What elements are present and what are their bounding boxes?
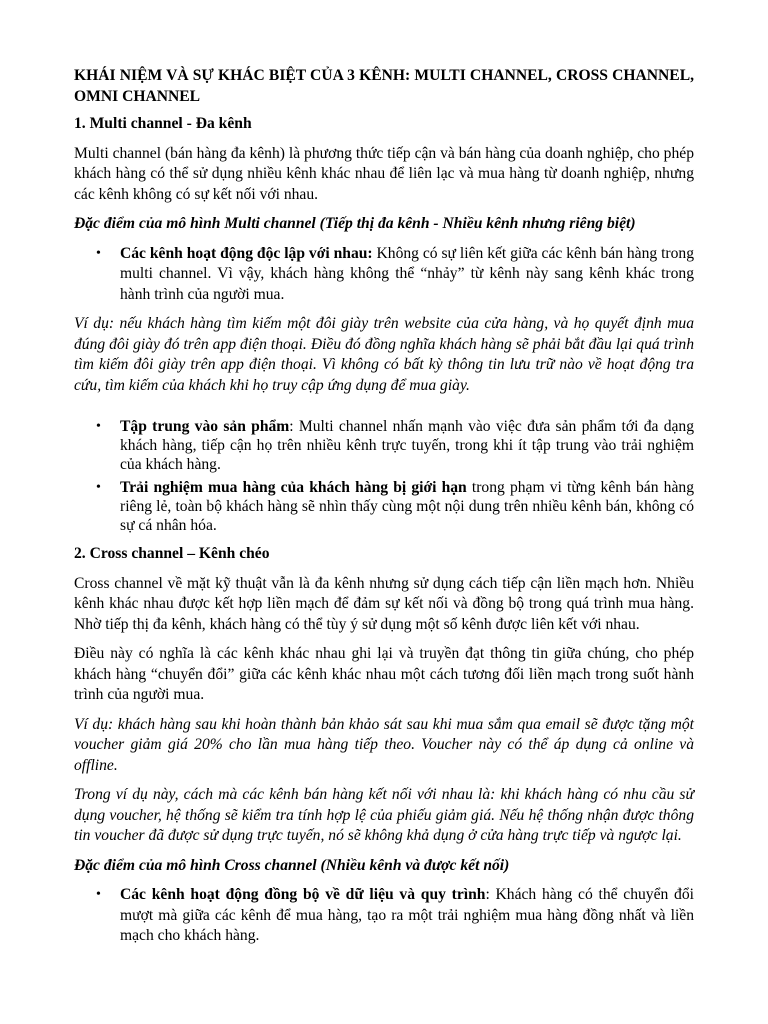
section1-features-title: Đặc điểm của mô hình Multi channel (Tiếp thị đa kênh - Nhiều kênh nhưng riêng biệt) xyxy=(74,215,636,232)
bullet-icon: • xyxy=(96,245,101,261)
bullet-lead: Trải nghiệm mua hàng của khách hàng bị giới hạn xyxy=(120,479,467,496)
bullet-icon: • xyxy=(96,419,101,434)
section2-para1: Cross channel về mặt kỹ thuật vẫn là đa kênh nhưng sử dụng cách tiếp cận liền mạch hơn. Nhiều kênh khác nhau được kết hợp liền mạch để đảm sự kết nối và đồng bộ trong quá trình mua hàng. Nhờ tiếp thị đa kênh, khách hàng có thể tùy ý sử dụng một số kênh được liên kết với nhau. xyxy=(74,574,694,633)
section2-features-title: Đặc điểm của mô hình Cross channel (Nhiều kênh và được kết nối) xyxy=(74,856,510,874)
bullet-lead: Tập trung vào sản phẩm xyxy=(120,418,290,435)
document-title: KHÁI NIỆM VÀ SỰ KHÁC BIỆT CỦA 3 KÊNH: MULTI CHANNEL, CROSS CHANNEL, OMNI CHANNEL xyxy=(74,67,694,105)
bullet-text: : Multi channel nhấn mạnh vào việc đưa sản phẩm tới đa dạng khách hàng, tiếp cận họ trên nhiều kênh trực tuyến, trong khi ít tập trung vào trải nghiệm của khách hàng. xyxy=(120,418,695,473)
bullet-lead: Các kênh hoạt động độc lập với nhau: xyxy=(120,244,373,262)
section1-intro: Multi channel (bán hàng đa kênh) là phương thức tiếp cận và bán hàng của doanh nghiệp, cho phép khách hàng có thể sử dụng nhiều kênh khác nhau để liên lạc và mua hàng từ doanh nghiệp, nhưng các kênh không có sự kết nối với nhau. xyxy=(74,144,694,203)
bullet-text: : Khách hàng có thể chuyển đổi mượt mà giữa các kênh để mua hàng, tạo ra một trải nghiệm mua hàng đồng nhất và liền mạch cho khách hàng. xyxy=(120,886,694,944)
bullet-lead: Các kênh hoạt động đồng bộ về dữ liệu và quy trình xyxy=(120,886,486,903)
list-item xyxy=(74,885,694,947)
bullet-text: trong phạm vi từng kênh bán hàng riêng lẻ, toàn bộ khách hàng sẽ nhìn thấy cùng một nội dung trên nhiều kênh bán, không có sự cá nhân hóa. xyxy=(120,479,694,534)
bullet-icon: • xyxy=(96,480,101,495)
section2-para2: Điều này có nghĩa là các kênh khác nhau ghi lại và truyền đạt thông tin giữa chúng, cho phép khách hàng “chuyển đổi” giữa các kênh khác nhau một cách tương đối liền mạch trong suốt hành trình của người mua. xyxy=(74,645,694,703)
section2-heading: 2. Cross channel – Kênh chéo xyxy=(74,545,270,562)
spacer xyxy=(74,405,694,417)
section1-example: Ví dụ: nếu khách hàng tìm kiếm một đôi giày trên website của cửa hàng, và họ quyết định mua đúng đôi giày đó trên app điện thoại. Điều đó đồng nghĩa khách hàng sẽ phải bắt đầu lại quá trình tìm kiếm đôi giày trên app điện thoại. Vì không có bất kỳ thông tin lưu trữ nào về hoạt động tra cứu, tìm kiếm của khách khi họ truy cập ứng dụng để mua giày. xyxy=(74,315,694,394)
document-page xyxy=(74,66,694,956)
bullet-icon: • xyxy=(96,887,101,902)
section1-bullet-list-a xyxy=(74,244,694,306)
section2-example1: Ví dụ: khách hàng sau khi hoàn thành bản khảo sát sau khi mua sắm qua email sẽ được tặng một voucher giảm giá 20% cho lần mua hàng tiếp theo. Voucher này có thể áp dụng cả online và offline. xyxy=(74,715,694,774)
section1-bullet-list-b xyxy=(74,417,694,535)
list-item xyxy=(74,417,694,474)
section2-bullet-list xyxy=(74,885,694,947)
bullet-text: Không có sự liên kết giữa các kênh bán hàng trong multi channel. Vì vậy, khách hàng không thể “nhảy” từ kênh này sang kênh khác trong hành trình của người mua. xyxy=(120,244,694,303)
list-item xyxy=(74,478,694,535)
section1-heading: 1. Multi channel - Đa kênh xyxy=(74,115,252,132)
section2-example2: Trong ví dụ này, cách mà các kênh bán hàng kết nối với nhau là: khi khách hàng có nhu cầu sử dụng voucher, hệ thống sẽ kiểm tra tính hợp lệ của phiếu giảm giá. Nếu hệ thống nhận được thông tin voucher đã được sử dụng trực tuyến, nó sẽ không khả dụng ở cửa hàng trực tiếp và ngược lại. xyxy=(74,786,694,844)
list-item xyxy=(74,244,694,306)
